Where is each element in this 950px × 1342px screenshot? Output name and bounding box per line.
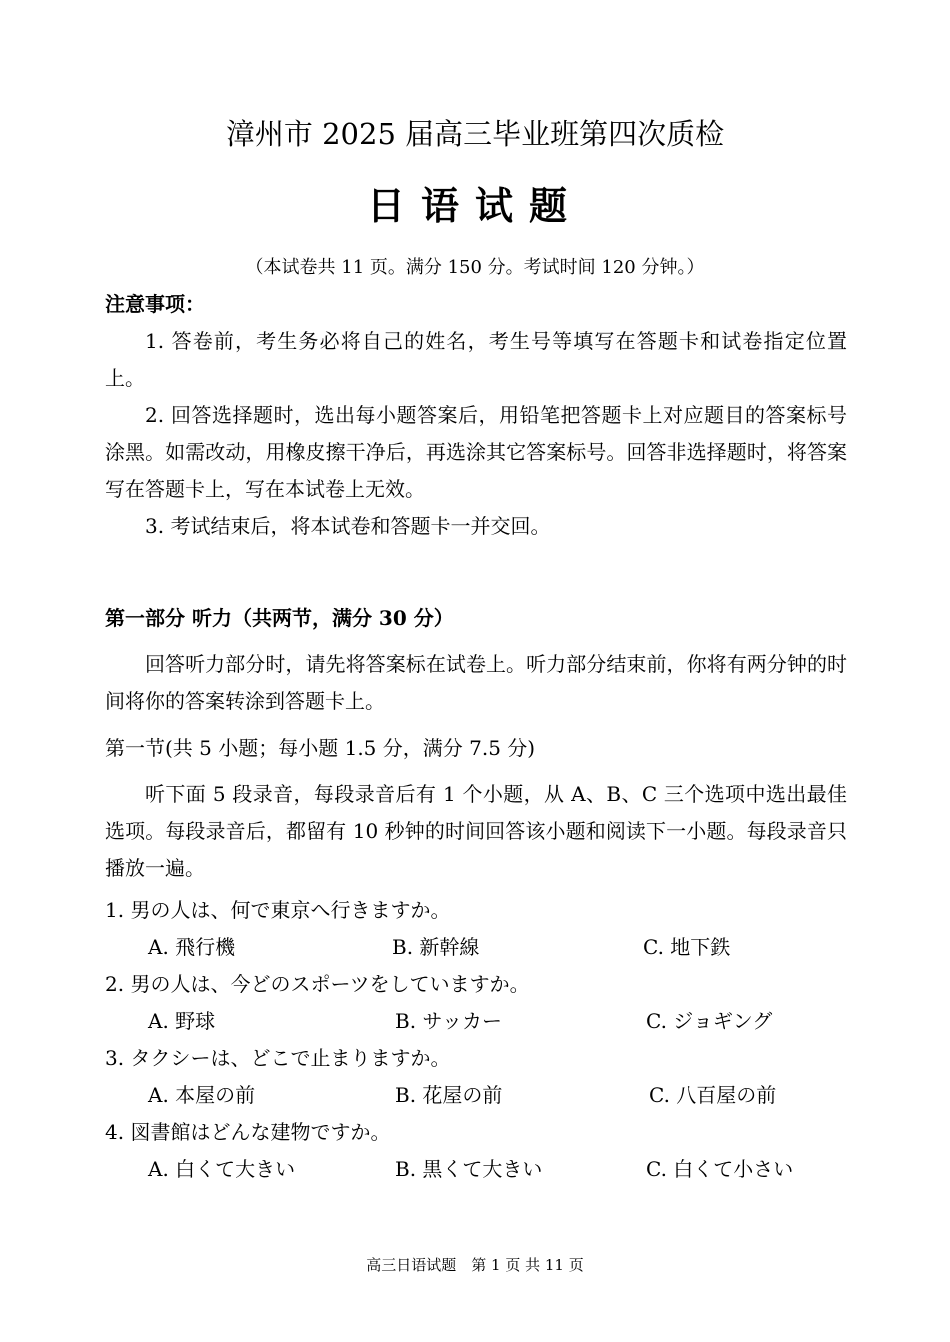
question-2-option-b: B. サッカー <box>395 1009 503 1033</box>
question-1-option-b: B. 新幹線 <box>392 935 480 959</box>
note-item-3: 3. 考试结束后，将本试卷和答题卡一并交回。 <box>145 514 551 538</box>
question-3-option-a: A. 本屋の前 <box>148 1083 256 1107</box>
notes-heading: 注意事项： <box>105 292 205 316</box>
question-3-option-b: B. 花屋の前 <box>395 1083 503 1107</box>
exam-subject: 日语试题 <box>366 184 583 228</box>
section1-intro: 听下面 5 段录音，每段录音后有 1 个小题，从 A、B、C 三个选项中选出最佳选项。每段录音后，都留有 10 秒钟的时间回答该小题和阅读下一小题。每段录音只播放一遍。 <box>105 782 847 880</box>
question-3-option-c: C. 八百屋の前 <box>649 1083 777 1107</box>
page-footer: 高三日语试题 第 1 页 共 11 页 <box>366 1256 584 1274</box>
question-1-option-c: C. 地下鉄 <box>643 935 731 959</box>
question-4-option-a: A. 白くて大きい <box>148 1157 296 1181</box>
part1-heading: 第一部分 听力（共两节，满分 30 分） <box>105 606 454 630</box>
part1-intro: 回答听力部分时，请先将答案标在试卷上。听力部分结束前，你将有两分钟的时间将你的答案转涂到答题卡上。 <box>105 652 847 713</box>
question-1: 1. 男の人は、何で東京へ行きますか。 <box>105 898 451 922</box>
question-4-option-c: C. 白くて小さい <box>646 1157 794 1181</box>
exam-meta: （本试卷共 11 页。满分 150 分。考试时间 120 分钟。） <box>245 257 705 278</box>
question-2-option-a: A. 野球 <box>148 1009 216 1033</box>
question-2: 2. 男の人は、今どのスポーツをしていますか。 <box>105 972 530 996</box>
question-1-option-a: A. 飛行機 <box>148 935 236 959</box>
question-3: 3. タクシーは、どこで止まりますか。 <box>105 1046 451 1070</box>
question-4: 4. 図書館はどんな建物ですか。 <box>105 1120 391 1144</box>
question-4-option-b: B. 黒くて大きい <box>395 1157 543 1181</box>
question-2-option-c: C. ジョギング <box>646 1009 773 1033</box>
note-item-2: 2. 回答选择题时，选出每小题答案后，用铅笔把答题卡上对应题目的答案标号涂黑。如需改动，用橡皮擦干净后，再选涂其它答案标号。回答非选择题时，将答案写在答题卡上，写在本试卷上无效。 <box>105 403 847 501</box>
exam-title: 漳州市 2025 届高三毕业班第四次质检 <box>225 117 725 151</box>
note-item-1: 1. 答卷前，考生务必将自己的姓名，考生号等填写在答题卡和试卷指定位置上。 <box>105 329 847 390</box>
section1-heading: 第一节(共 5 小题；每小题 1.5 分，满分 7.5 分) <box>105 736 536 760</box>
